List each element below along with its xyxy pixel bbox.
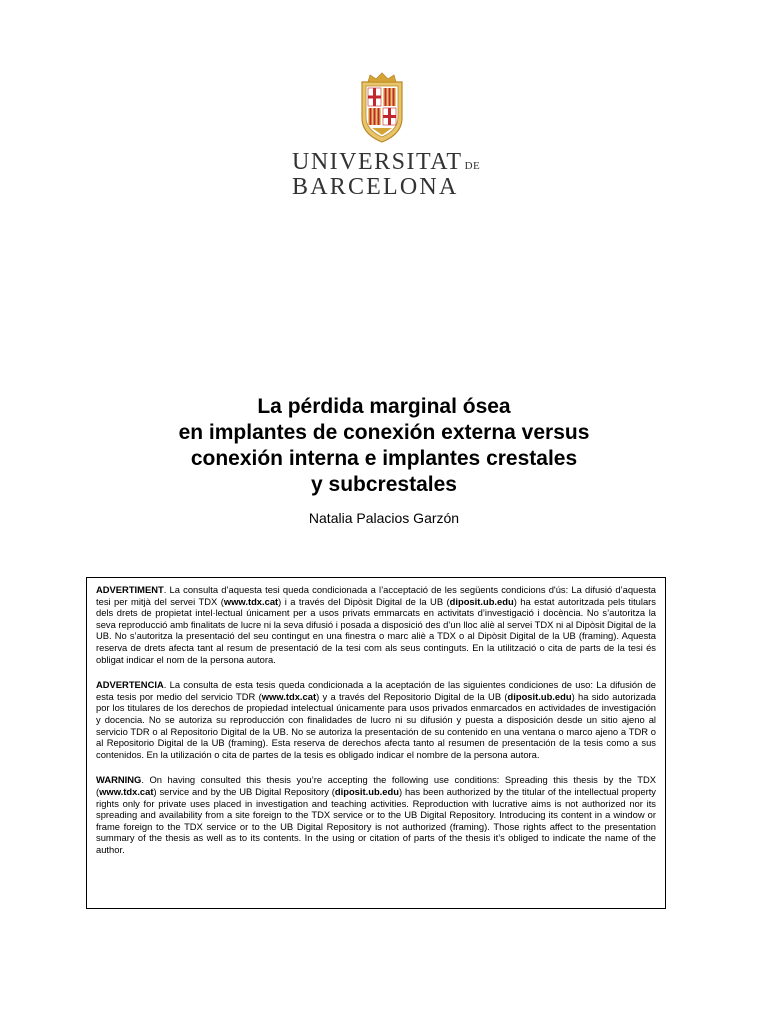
title-line: en implantes de conexión externa versus bbox=[178, 421, 590, 444]
notice-text: . La consulta d’aquesta tesi queda condicionada a l’acceptació de les següents condicions d'ús: La difusió d’aquesta tesi per mitjà del servei TDX ( bbox=[96, 584, 656, 607]
rights-notice-box bbox=[86, 577, 666, 909]
title-line: La pérdida marginal ósea bbox=[257, 395, 511, 418]
university-seal-icon bbox=[358, 72, 406, 144]
university-logo bbox=[288, 72, 481, 200]
notice-link-diposit: diposit.ub.edu bbox=[507, 690, 572, 702]
title-line: y subcrestales bbox=[311, 473, 457, 496]
university-name bbox=[292, 149, 481, 200]
notice-link-diposit: diposit.ub.edu bbox=[449, 595, 514, 607]
notice-link-tdx: www.tdx.cat bbox=[99, 785, 154, 797]
notice-text: . On having consulted this thesis you’re accepting the following use conditions: Spreading this thesis by the TDX ( bbox=[96, 774, 656, 797]
notice-text: . La consulta de esta tesis queda condicionada a la aceptación de las siguientes condiciones de uso: La difusión de esta tesis por medio del servicio TDR ( bbox=[96, 679, 656, 702]
thesis-title bbox=[0, 394, 768, 498]
notice-text: ) has been authorized by the titular of the intellectual property rights only for private uses placed in investigation and teaching activities. Reproduction with lucrative aims is not authorized nor its spreading and availability from a site foreign to the TDX service or to the UB Digital Repository. Introducing its content in a window or frame foreign to the TDX service or to the UB Digital Repository is not authorized (framing). Those rights affect to the presentation summary of the thesis as well as to its contents. In the using or citation of parts of the thesis it’s obliged to indicate the name of the author. bbox=[96, 785, 656, 855]
notice-spanish bbox=[96, 679, 656, 760]
notice-catalan bbox=[96, 584, 656, 665]
notice-text: ) ha sido autorizada por los titulares de los derechos de propiedad intelectual únicamente para usos privados enmarcados en actividades de investigación y docencia. No se autoriza su reproducción con finalidades de lucro ni su difusión y puesta a disposición desde un sitio ajeno al servicio TDR o al Repositorio Digital de la UB. No se autoriza la presentación de su contenido en una ventana o marco ajeno a TDR o al Repositorio Digital de la UB (framing). Esta reserva de derechos afecta tanto al resumen de presentación de la tesis como a sus contenidos. En la utilización o cita de partes de la tesis es obligado indicar el nombre de la persona autora. bbox=[96, 690, 657, 760]
notice-text: ) service and by the UB Digital Repository ( bbox=[153, 785, 335, 797]
title-line: conexión interna e implantes crestales bbox=[190, 447, 578, 470]
notice-text: ) i a través del Dipòsit Digital de la UB ( bbox=[278, 595, 450, 607]
notice-english bbox=[96, 774, 656, 855]
thesis-author: Natalia Palacios Garzón bbox=[308, 510, 460, 526]
notice-label: ADVERTENCIA bbox=[96, 679, 164, 691]
notice-link-diposit: diposit.ub.edu bbox=[334, 785, 399, 797]
university-name-line1 bbox=[292, 149, 481, 175]
notice-link-tdx: www.tdx.cat bbox=[223, 595, 279, 607]
notice-text: ) ha estat autoritzada pels titulars dels drets de propietat intel·lectual únicament per a usos privats emmarcats en activitats d’investigació i docència. No s’autoritza la seva reproducció amb finalitats de lucre ni la seva difusió i posada a disposició des d’un lloc aliè al servei TDX ni al Dipòsit Digital de la UB. No s’autoritza la presentació del seu contingut en una finestra o marc aliè a TDX o al Dipòsit Digital de la UB (framing). Aquesta reserva de drets afecta tant al resum de presentació de la tesi com als seus continguts. En la utilització o cita de parts de la tesi és obligat indicar el nom de la persona autora. bbox=[96, 595, 657, 665]
notice-text: ) y a través del Repositorio Digital de la UB ( bbox=[316, 690, 508, 702]
university-word: UNIVERSITAT bbox=[292, 149, 463, 175]
university-name-line2: BARCELONA bbox=[292, 174, 459, 200]
university-de: DE bbox=[464, 160, 481, 172]
notice-label: ADVERTIMENT bbox=[96, 584, 164, 595]
notice-label: WARNING bbox=[96, 774, 142, 786]
notice-link-tdx: www.tdx.cat bbox=[261, 690, 317, 702]
